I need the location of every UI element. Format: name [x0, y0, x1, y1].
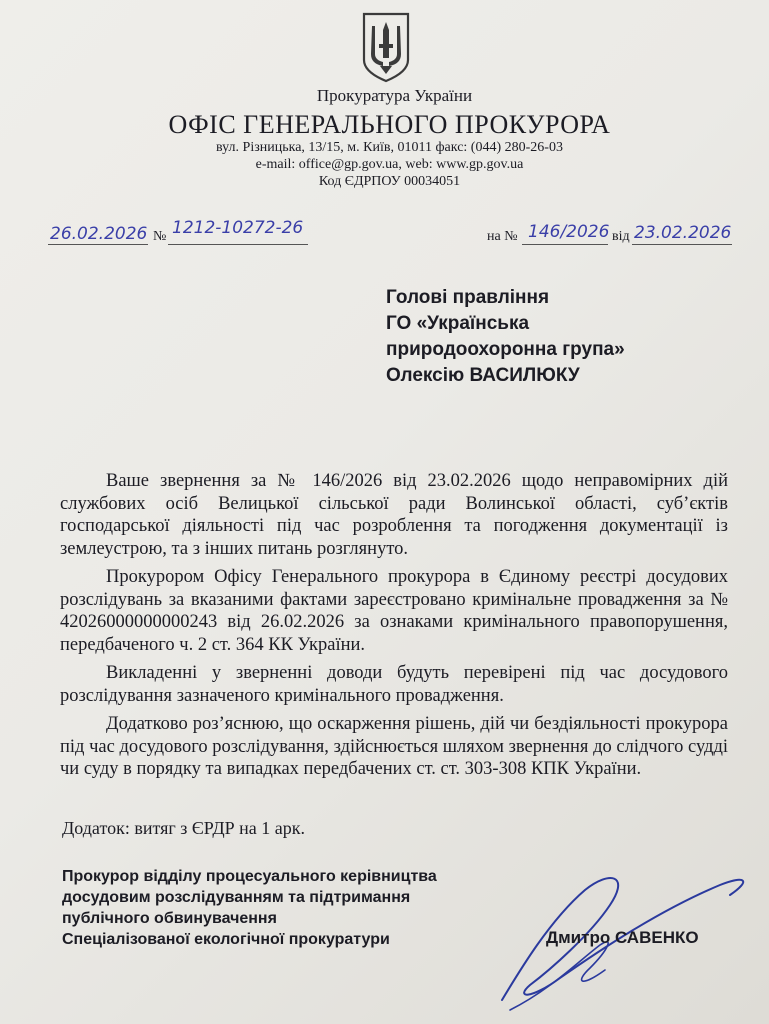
body-paragraph: Ваше звернення за № 146/2026 від 23.02.2026 щодо неправомірних дій службових осіб Велицької сільської ради Волинської області, суб’єктів господарської діяльності під час розроблення та погодження документації із землеустрою, та з інших питань розглянуто. [60, 471, 728, 559]
reply-number-label: на № [487, 229, 518, 244]
body-paragraph: Додатково роз’яснюю, що оскарження рішень, дій чи бездіяльності прокурора під час досудового розслідування, здійснюється шляхом звернення до слідчого судді чи суду в порядку та випадках передбачених ст. ст. 303-308 КПК України. [60, 714, 728, 779]
reply-date-underline [632, 244, 732, 245]
outgoing-date: 26.02.2026 [50, 224, 148, 244]
addressee-line: природоохоронна група» [386, 339, 625, 360]
addressee-line: Голові правління [386, 287, 550, 308]
signer-position-line: Спеціалізованої екологічної прокуратури [62, 931, 390, 948]
signer-position [62, 866, 437, 950]
organization-name: Прокуратура України [316, 86, 473, 105]
reply-number-underline [522, 244, 608, 245]
signer-position-line: Прокурор відділу процесуального керівництва [62, 868, 437, 885]
attachment-note: Додаток: витяг з ЄРДР на 1 арк. [62, 818, 306, 838]
office-code: Код ЄДРПОУ 00034051 [318, 174, 461, 189]
office-title: ОФІС ГЕНЕРАЛЬНОГО ПРОКУРОРА [168, 110, 611, 139]
reply-date: 23.02.2026 [634, 223, 732, 243]
number-underline [168, 244, 308, 245]
letter-body [60, 470, 728, 799]
reply-date-label: від [612, 229, 630, 244]
outgoing-number: 1212-10272-26 [172, 218, 304, 238]
signer-position-line: публічного обвинувачення [62, 910, 277, 927]
trident-coat-of-arms-icon [360, 10, 412, 84]
office-address: вул. Різницька, 13/15, м. Київ, 01011 факс: (044) 280-26-03 [216, 140, 563, 155]
body-paragraph: Викладенні у зверненні доводи будуть перевірені під час досудового розслідування зазначеного кримінального провадження. [60, 663, 728, 706]
outgoing-number-label: № [153, 229, 167, 244]
reply-number: 146/2026 [528, 222, 610, 242]
body-paragraph: Прокурором Офісу Генерального прокурора в Єдиному реєстрі досудових розслідувань за вказаними фактами зареєстровано кримінальне провадження за № 42026000000000243 від 26.02.2026 за ознаками кримінального правопорушення, передбаченого ч. 2 ст. 364 КК України. [60, 567, 728, 655]
date-underline [48, 244, 148, 245]
signer-position-line: досудовим розслідуванням та підтримання [62, 889, 411, 906]
addressee-line: ГО «Українська [386, 313, 530, 334]
signer-name: Дмитро САВЕНКО [546, 928, 699, 947]
addressee-line: Олексію ВАСИЛЮКУ [386, 365, 580, 386]
office-contacts: e-mail: office@gp.gov.ua, web: www.gp.gov.ua [255, 157, 524, 172]
addressee-block [386, 285, 625, 389]
